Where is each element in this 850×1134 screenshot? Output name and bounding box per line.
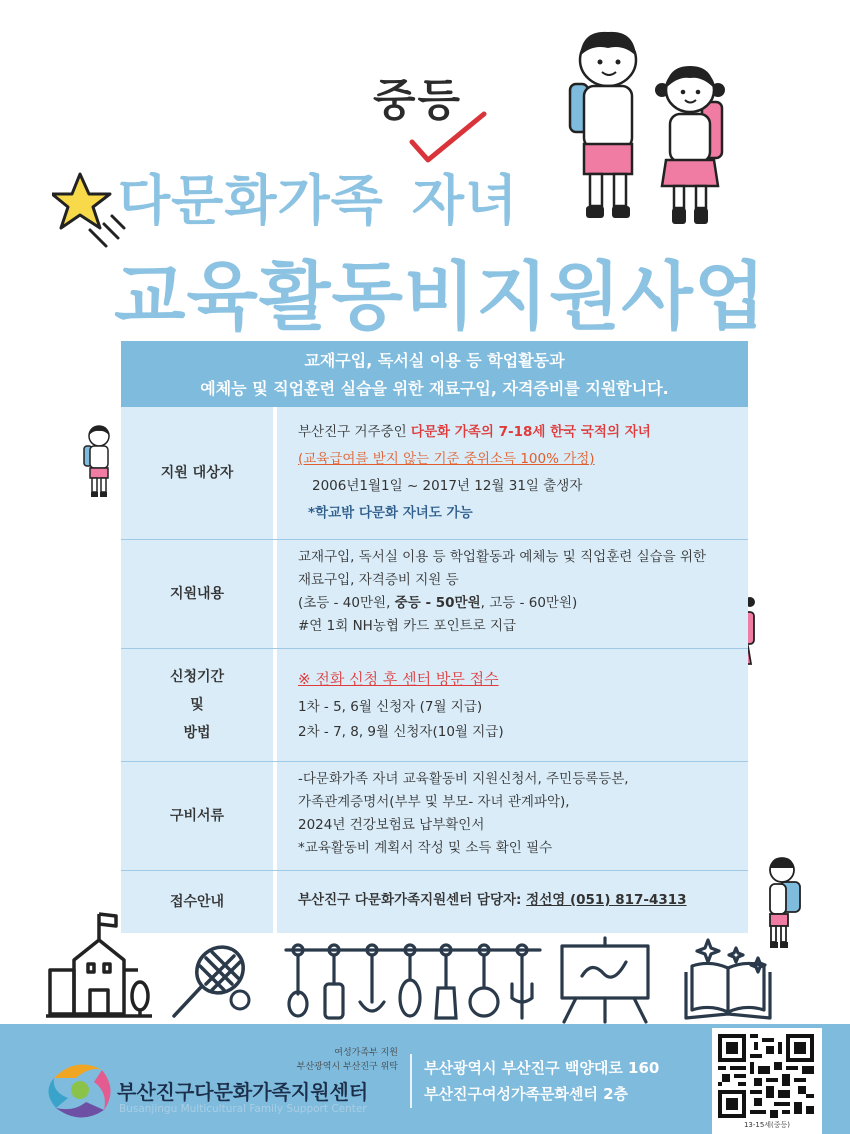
qr-caption: 13-15세(중등): [743, 1121, 791, 1129]
period-round-2: 2차 - 7, 8, 9월 신청자(10월 지급): [298, 724, 504, 740]
documents-line-2: 가족관계증명서(부부 및 부모- 자녀 관계파악),: [298, 794, 570, 810]
title-line-1: [118, 158, 518, 235]
reception-center: 부산진구 다문화가족지원센터 담당자:: [298, 892, 527, 908]
title-children: 자녀: [411, 169, 519, 232]
intro-line-1: 교재구입, 독서실 이용 등 학업활동과: [304, 351, 565, 370]
label-period-3: 방법: [183, 725, 211, 741]
column-divider: [273, 407, 277, 539]
content-documents: [298, 768, 740, 860]
support-payment-method: #연 1회 NH농협 카드 포인트로 지급: [298, 618, 517, 634]
period-round-1: 1차 - 5, 6월 신청자 (7월 지급): [298, 699, 483, 715]
column-divider: [273, 540, 277, 648]
row-support-content: [121, 540, 748, 648]
content-period: [298, 667, 740, 745]
column-divider: [273, 762, 277, 870]
period-application-method: ※ 전화 신청 후 센터 방문 접수: [298, 670, 499, 688]
address-line-1: 부산광역시 부산진구 백양대로 160: [424, 1059, 660, 1077]
label-reception: 접수안내: [169, 894, 225, 910]
label-application-period: [121, 649, 273, 761]
label-target: 지원 대상자: [160, 465, 234, 481]
label-period-2: 및: [190, 697, 204, 713]
reception-phone[interactable]: 정선영 (051) 817-4313: [526, 892, 687, 908]
content-reception: [298, 889, 740, 912]
column-divider: [273, 649, 277, 761]
boy-student-illustration: [560, 26, 650, 231]
support-amount-elementary: (초등 - 40만원,: [298, 595, 395, 611]
school-building-icon: [44, 910, 154, 1020]
content-target: [298, 419, 740, 527]
center-name-english: Busanjingu Multicultural Family Support Center: [119, 1103, 367, 1115]
support-line-1: 교재구입, 독서실 이용 등 학업활동과 예체능 및 직업훈련 실습을 위한: [298, 549, 707, 565]
target-residence: 부산진구 거주중인: [298, 424, 411, 440]
support-amount-high: , 고등 - 60만원): [480, 595, 578, 611]
documents-line-4: *교육활동비 계획서 작성 및 소득 확인 필수: [298, 840, 553, 856]
label-required-documents: 구비서류: [169, 808, 225, 824]
support-amount-middle: 중등 - 50만원: [394, 595, 481, 611]
support-entrustment: 부산광역시 부산진구 위탁: [296, 1062, 398, 1072]
support-line-2: 재료구입, 자격증비 지원 등: [298, 572, 459, 588]
intro-banner: [121, 341, 748, 407]
qr-code-icon[interactable]: [718, 1034, 814, 1118]
documents-line-3: 2024년 건강보험료 납부확인서: [298, 817, 485, 833]
row-target: [121, 407, 748, 539]
row-application-period: [121, 649, 748, 761]
subtitle-middle-school: 중등: [373, 75, 463, 126]
row-reception: [121, 871, 748, 933]
target-eligibility: 다문화 가족의 7-18세 한국 국적의 자녀: [410, 424, 651, 440]
open-book-sparkle-icon: [678, 936, 778, 1024]
row-required-documents: [121, 762, 748, 870]
address-line-2: 부산진구여성가족문화센터 2층: [424, 1085, 629, 1103]
tennis-racket-icon: [166, 940, 256, 1024]
page-title: 교육활동비지원사업: [114, 254, 767, 340]
center-name: 부산진구다문화가족지원센터: [117, 1080, 369, 1104]
small-boy-illustration: [82, 424, 114, 500]
center-logo-icon: [46, 1058, 116, 1120]
easel-painting-icon: [556, 936, 654, 1024]
label-period-1: 신청기간: [169, 669, 225, 685]
target-income-condition: (교육급여를 받지 않는 기준 중위소득 100% 가정): [298, 451, 595, 467]
target-out-of-school-note: *학교밖 다문화 자녀도 가능: [308, 505, 473, 521]
girl-student-illustration: [652, 62, 732, 232]
content-support: [298, 546, 740, 638]
kitchen-utensils-icon: [282, 940, 544, 1024]
intro-line-2: 예체능 및 직업훈련 실습을 위한 재료구입, 자격증비를 지원합니다.: [200, 379, 669, 398]
support-ministry: 여성가족부 지원: [334, 1048, 398, 1058]
documents-line-1: -다문화가족 자녀 교육활동비 지원신청서, 주민등록등본,: [298, 771, 629, 787]
label-support-content: 지원내용: [169, 586, 225, 602]
footer-divider: [410, 1054, 412, 1108]
column-divider: [273, 871, 277, 933]
title-multicultural-family: 다문화가족: [118, 169, 384, 232]
target-birthdate-range: 2006년1월1일 ~ 2017년 12월 31일 출생자: [312, 478, 583, 494]
